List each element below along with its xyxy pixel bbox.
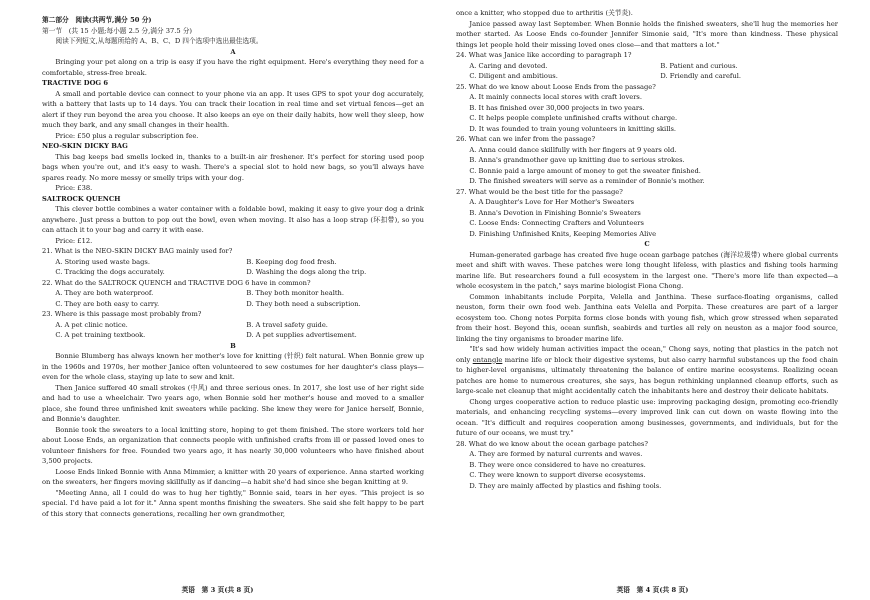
option: A. Anna could dance skillfully with her fingers at 9 years old.	[469, 145, 677, 154]
question-24-options	[456, 61, 838, 82]
option: B. Keeping dog food fresh.	[246, 257, 337, 266]
item-dicky-bag-price: Price: £38.	[55, 184, 93, 192]
page-footer: 英语 第 3 页(共 8 页)	[181, 586, 254, 594]
passage-c-paragraph	[456, 344, 838, 397]
passage-a-label: A	[230, 47, 236, 56]
question-24: 24. What was Janice like according to paragraph 1?	[456, 51, 632, 59]
option: D. Finishing Unfinished Knits, Keeping Memories Alive	[469, 229, 657, 238]
option: C. A pet training textbook.	[55, 331, 146, 339]
passage-c-paragraph: Chong urges cooperative action to reduce plastic use: improving packaging design, promoting eco-friendly materials, and enhancing recycling systems—every improved link can cut down on waste flowing into the ocean. "It's difficult and requires cooperation among businesses, governments, and individuals, but for the future of our oceans, we must try."	[456, 397, 838, 437]
paragraph-part: marine life or block their digestive systems, but also carry harmful substances up the food chain to higher-level organisms, ultimately threatening the balance of entire marine ecosystems. Realizing ocean patches are home to numerous creatures, she says, has begun rethinking unplanned cleanup efforts, such as large-scale net cleanup that might accidentally catch the inhabitants here and destroy their delicate habitats.	[456, 355, 838, 395]
passage-c-label: C	[644, 240, 650, 248]
question-23-options	[42, 320, 424, 341]
option: D. They are mainly affected by plastics and fishing tools.	[469, 481, 662, 490]
passage-b-paragraph: Janice passed away last September. When Bonnie holds the finished sweaters, she'll hug the memories her mother started. As Loose Ends co-founder Jennifer Simonie said, "It's more than kindness. These physical things let people hold their missing loved ones close—and that matters a lot."	[456, 19, 838, 49]
option: D. They both need a subscription.	[246, 299, 361, 308]
item-saltrock-text: This clever bottle combines a water container with a foldable bowl, making it easy to give your dog a drink anywhere. Just press a button to pop out the bowl, even when moving. It also has a loop strap (环扣带), so you can attach it to your bag and carry it with ease.	[42, 205, 424, 234]
right-column	[456, 8, 838, 491]
question-28: 28. What do we know about the ocean garbage patches?	[456, 439, 648, 448]
item-saltrock-price: Price: £12.	[55, 236, 93, 245]
option: A. Caring and devoted.	[469, 61, 548, 70]
option: C. Diligent and ambitious.	[469, 72, 558, 80]
question-27: 27. What would be the best title for the passage?	[456, 187, 623, 196]
part-title: 第二部分 阅读(共两节,满分 50 分)	[42, 16, 152, 24]
option: A. A Daughter's Love for Her Mother's Sweaters	[469, 198, 635, 206]
question-22-options	[42, 288, 424, 309]
option: D. The finished sweaters will serve as a reminder of Bonnie's mother.	[469, 177, 705, 185]
option: C. They were known to support diverse ecosystems.	[469, 471, 646, 479]
item-tractive-title: TRACTIVE DOG 6	[42, 79, 109, 87]
question-21-options	[42, 257, 424, 278]
option: B. They were once considered to have no creatures.	[469, 460, 646, 469]
passage-b-label: B	[230, 341, 236, 350]
passage-b-paragraph: "Meeting Anna, all I could do was to hug her tightly," Bonnie said, tears in her eyes. "This project is so special. I'd have paid a lot for it." Anna spent months finishing the sweaters. She said she felt happy to be part of this story that connects generations, recalling her own grandmother,	[42, 488, 424, 518]
option: B. Patient and curious.	[660, 61, 738, 70]
passage-b-paragraph: Bonnie took the sweaters to a local knitting store, hoping to get them finished. The store workers told her about Loose Ends, an organization that connects people with unfinished crafts from ill or passed loved ones to volunteer finishers for free. Founded two years ago, it has nearly 30,000 volunteers who have finished about 3,500 projects.	[42, 425, 424, 465]
option: B. A travel safety guide.	[246, 320, 328, 329]
option: D. It was founded to train young volunteers in knitting skills.	[469, 124, 677, 133]
option: A. A pet clinic notice.	[55, 320, 128, 329]
option: D. Friendly and careful.	[660, 72, 741, 80]
option: B. It has finished over 30,000 projects in two years.	[469, 103, 645, 112]
question-25: 25. What do we know about Loose Ends from the passage?	[456, 82, 656, 91]
passage-a-intro: Bringing your pet along on a trip is easy if you have the right equipment. Here's everything they need for a comfortable, stress-free break.	[42, 58, 424, 77]
option: C. It helps people complete unfinished crafts without charge.	[469, 114, 678, 122]
question-21: 21. What is the NEO-SKIN DICKY BAG mainly used for?	[42, 247, 233, 255]
passage-b-continuation: once a knitter, who stopped due to arthritis (关节炎).	[456, 9, 633, 17]
option: C. Loose Ends: Connecting Crafters and Volunteers	[469, 219, 644, 227]
option: C. Bonnie paid a large amount of money to get the sweater finished.	[469, 166, 701, 175]
passage-b-paragraph: Loose Ends linked Bonnie with Anna Mimmier, a knitter with 20 years of experience. Anna started working on the sweaters, her fingers moving skillfully as if dancing—a habit she'd had since she began knitting at 9.	[42, 467, 424, 486]
option: A. They are formed by natural currents and waves.	[469, 450, 643, 458]
question-22: 22. What do the SALTROCK QUENCH and TRACTIVE DOG 6 have in common?	[42, 278, 311, 287]
item-tractive-text: A small and portable device can connect to your phone via an app. It uses GPS to spot your dog accurately, with a battery that lasts up to 14 days. You can track their location in real time and set virtual fences—get an alert if they run beyond the area you choose. It also keeps an eye on their daily habits, how well they sleep, how much they bark, and any small changes in their health.	[42, 89, 424, 129]
option: A. Storing used waste bags.	[55, 257, 150, 266]
option: A. They are both waterproof.	[55, 289, 154, 297]
page-footer: 英语 第 4 页(共 8 页)	[616, 586, 689, 594]
option: C. They are both easy to carry.	[55, 299, 160, 308]
question-23: 23. Where is this passage most probably from?	[42, 310, 202, 318]
underlined-word: entangle	[472, 355, 503, 364]
item-tractive-price: Price: £50 plus a regular subscription fee.	[55, 131, 199, 140]
passage-c-paragraph: Common inhabitants include Porpita, Velella and Janthina. These surface-floating organisms, called neuston, form their own food web. Janthina eats Velella and Porpita. These creatures are part of a larger ecosystem too. Chong notes Porpita forms close bonds with young fish, which grow stressed when separated from their host. Beyond this, ocean sunfish, seabirds and turtles all rely on neuston as a major food source, linking the tiny organisms to broader marine life.	[456, 292, 838, 343]
right-page	[435, 0, 870, 600]
option: D. Washing the dogs along the trip.	[246, 268, 367, 276]
passage-b-paragraph: Bonnie Blumberg has always known her mother's love for knitting (针织) felt natural. When Bonnie grew up in the 1960s and 1970s, her mother Janice often volunteered to sew costumes for her daughter's class plays—even for the whole class, staying up late to sew and knit.	[42, 352, 424, 381]
option: B. Anna's Devotion in Finishing Bonnie's Sweaters	[469, 208, 641, 217]
item-dicky-bag-text: This bag keeps bad smells locked in, thanks to a built-in air freshener. It's perfect for storing used poop bags when you're out, and it's easy to wash. There's a special slot to hold new bags, so you'll always have spares ready. No more messy or smelly trips with your dog.	[42, 152, 424, 182]
option: A. It mainly connects local stores with craft lovers.	[469, 93, 642, 101]
left-column	[42, 15, 424, 519]
instructions: 阅读下列短文,从每题所给的 A、B、C、D 四个选项中选出最佳选项。	[55, 37, 263, 45]
item-dicky-bag-title: NEO-SKIN DICKY BAG	[42, 142, 128, 150]
passage-b-paragraph: Then Janice suffered 40 small strokes (中风) and three serious ones. In 2017, she lost use of her right side and had to use a wheelchair. Two years ago, when Bonnie sold her mother's house and moved to a smaller place, she found three unfinished knit sweaters while packing. She knew they were for Janice herself, Bonnie, and Bonnie's daughter.	[42, 383, 424, 423]
option: D. A pet supplies advertisement.	[246, 331, 357, 339]
item-saltrock-title: SALTROCK QUENCH	[42, 194, 121, 203]
question-26: 26. What can we infer from the passage?	[456, 135, 596, 143]
option: B. Anna's grandmother gave up knitting due to serious strokes.	[469, 156, 685, 164]
passage-c-paragraph: Human-generated garbage has created five huge ocean garbage patches (海洋垃圾带) where global currents meet and shift with waves. These patches were long thought lifeless, with plastics and fishing tools harming marine life. But researchers found a full ecosystem in the largest one. "There's more life than expected—a whole ecosystem in the patch," says marine biologist Fiona Chong.	[456, 250, 838, 290]
option: B. They both monitor health.	[246, 289, 344, 297]
section-title: 第一节 (共 15 小题;每小题 2.5 分,满分 37.5 分)	[42, 26, 193, 35]
option: C. Tracking the dogs accurately.	[55, 268, 165, 276]
paragraph-part: "It's sad how widely human activities impact the ocean," Chong says, noting that plastics in the patch not only	[456, 345, 838, 364]
